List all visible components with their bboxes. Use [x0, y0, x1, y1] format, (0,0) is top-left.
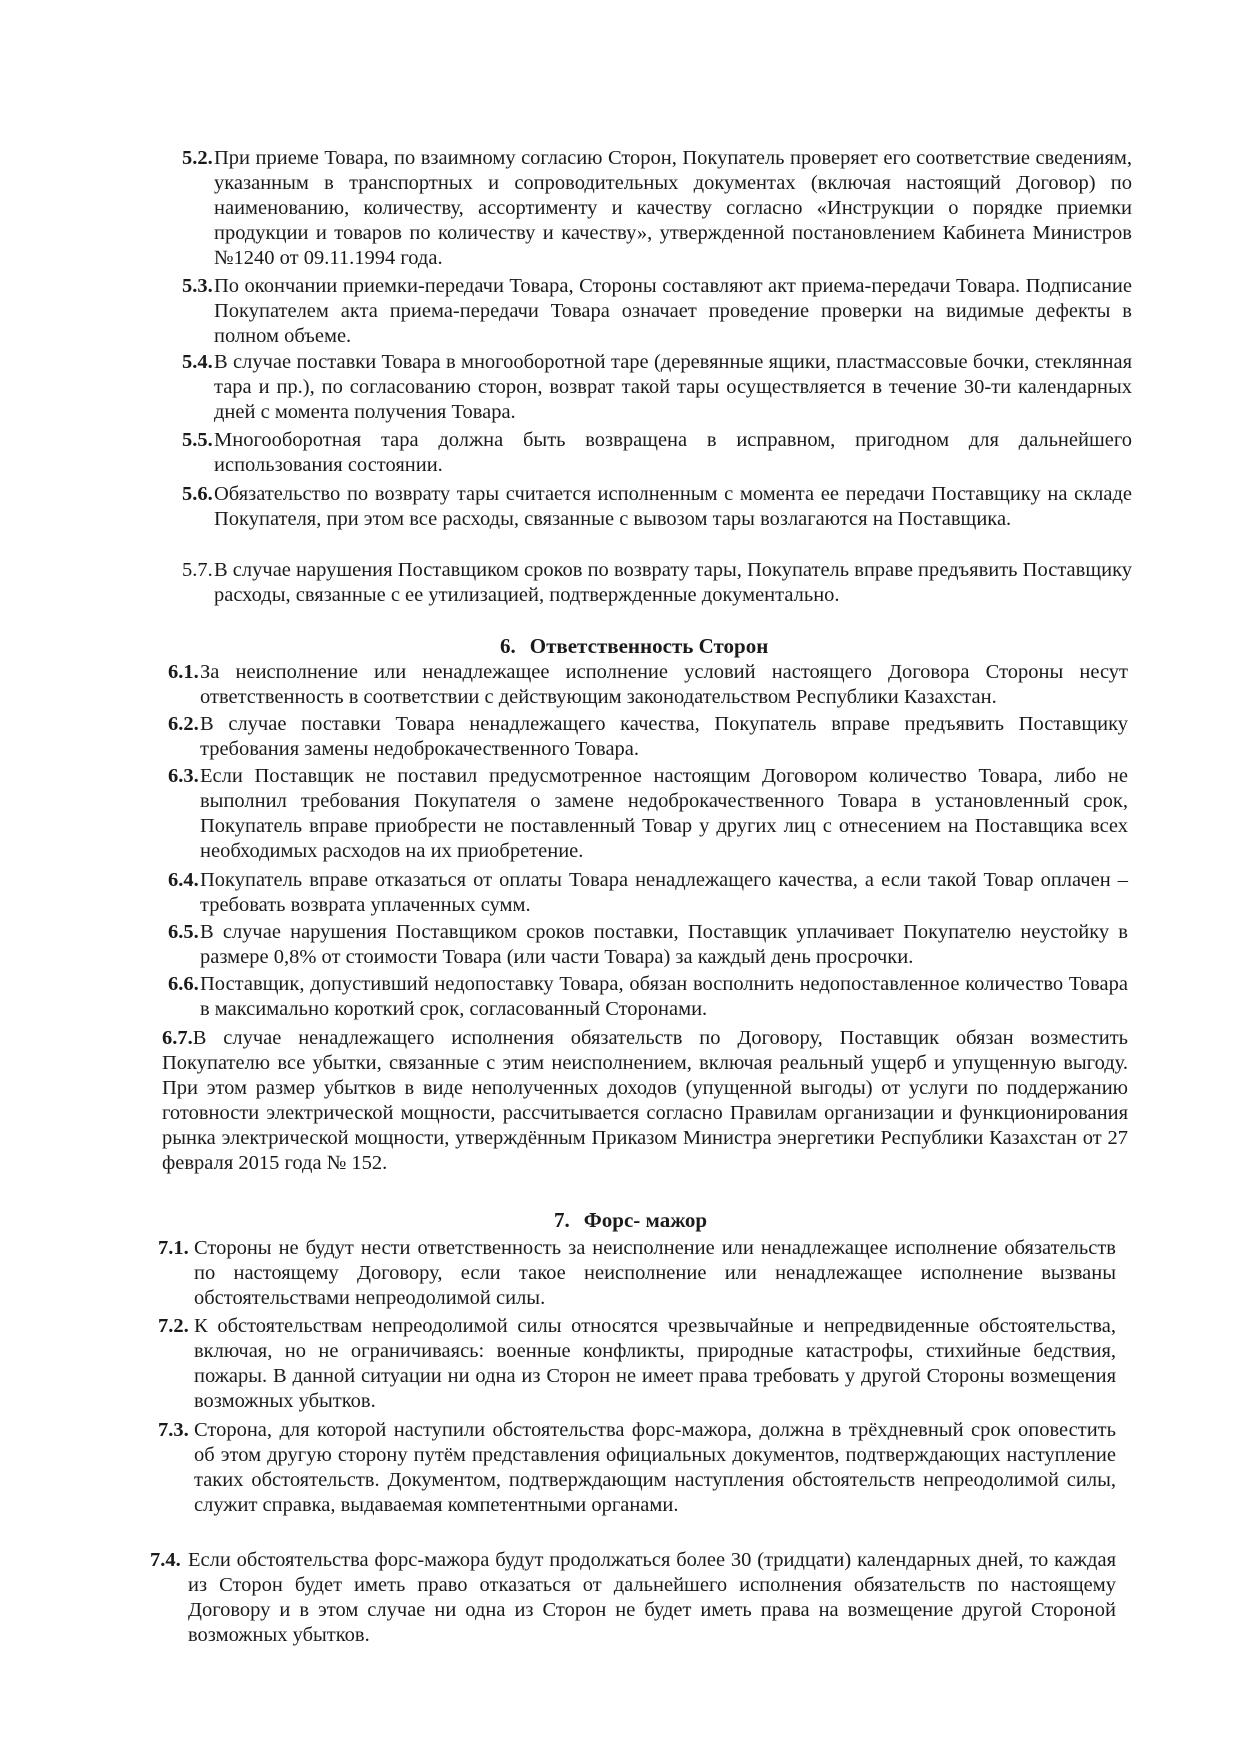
clause-number: 7.1.	[158, 1237, 189, 1259]
clause-text: В случае ненадлежащего исполнения обязательств по Договору, Поставщик обязан возместить Покупателю все убытки, связанные с этим неисполнением, включая реальный ущерб и упущенную выгоду. При этом размер убытков в виде неполученных доходов (упущенной выгоды) от услуги по поддержанию готовности электрической мощности, рассчитывается согласно Правилам организации и функционирования рынка электрической мощности, утверждённым Приказом Министра энергетики Республики Казахстан от 27 февраля 2015 года № 152.	[162, 1027, 1128, 1174]
clause-text: По окончании приемки-передачи Товара, Стороны составляют акт приема-передачи Товара. Подписание Покупателем акта приема-передачи Товара означает проведение проверки на видимые дефекты в полном объеме.	[214, 275, 1132, 347]
clause-7-4	[150, 1548, 1116, 1648]
clause-5-4	[182, 350, 1132, 425]
clause-number: 6.2.	[168, 713, 199, 735]
clause-6-2	[168, 712, 1128, 762]
clause-text: Если Поставщик не поставил предусмотренное настоящим Договором количество Товара, либо не выполнил требования Покупателя о замене недоброкачественного Товара в установленный срок, Покупатель вправе приобрести не поставленный Товар у других лиц с отнесением на Поставщика всех необходимых расходов на их приобретение.	[200, 765, 1128, 862]
clause-7-2	[158, 1314, 1116, 1414]
clause-6-1	[168, 660, 1128, 710]
clause-6-5	[168, 920, 1128, 970]
section-number: 7.	[554, 1208, 570, 1232]
clause-text: Стороны не будут нести ответственность за неисполнение или ненадлежащее исполнение обязательств по настоящему Договору, если такое неисполнение или ненадлежащее исполнение вызваны обстоятельствами непреодолимой силы.	[194, 1237, 1116, 1309]
clause-number: 6.7.	[162, 1027, 193, 1049]
clause-number: 5.5.	[182, 429, 213, 451]
clause-text: В случае нарушения Поставщиком сроков по возврату тары, Покупатель вправе предъявить Поставщику расходы, связанные с ее утилизацией, подтвержденные документально.	[214, 559, 1132, 606]
clause-text: Поставщик, допустивший недопоставку Товара, обязан восполнить недопоставленное количество Товара в максимально короткий срок, согласованный Сторонами.	[200, 973, 1128, 1020]
clause-number: 5.2.	[182, 147, 213, 169]
clause-number: 7.3.	[158, 1419, 189, 1441]
clause-5-2	[182, 146, 1132, 271]
clause-number: 7.4.	[150, 1549, 181, 1571]
clause-text: За неисполнение или ненадлежащее исполнение условий настоящего Договора Стороны несут ответственность в соответствии с действующим законодательством Республики Казахстан.	[200, 661, 1128, 708]
clause-number: 6.1.	[168, 661, 199, 683]
clause-text: Многооборотная тара должна быть возвращена в исправном, пригодном для дальнейшего использования состоянии.	[214, 429, 1132, 476]
clause-text: Обязательство по возврату тары считается исполненным с момента ее передачи Поставщику на складе Покупателя, при этом все расходы, связанные с вывозом тары возлагаются на Поставщика.	[214, 483, 1132, 530]
clause-number: 5.3.	[182, 275, 213, 297]
clause-7-3	[158, 1418, 1116, 1518]
clause-number: 6.3.	[168, 765, 199, 787]
clause-number: 5.7.	[182, 559, 213, 581]
clause-6-7	[162, 1026, 1128, 1176]
clause-6-3	[168, 764, 1128, 864]
section-number: 6.	[500, 634, 516, 658]
clause-number: 7.2.	[158, 1315, 189, 1337]
clause-text: В случае нарушения Поставщиком сроков поставки, Поставщик уплачивает Покупателю неустойку в размере 0,8% от стоимости Товара (или части Товара) за каждый день просрочки.	[200, 921, 1128, 968]
clause-number: 6.6.	[168, 973, 199, 995]
clause-number: 5.6.	[182, 483, 213, 505]
clause-5-6	[182, 482, 1132, 532]
clause-5-3	[182, 274, 1132, 349]
clause-text: Если обстоятельства форс-мажора будут продолжаться более 30 (тридцати) календарных дней, то каждая из Сторон будет иметь право отказаться от дальнейшего исполнения обязательств по настоящему Договору и в этом случае ни одна из Сторон не будет иметь права на возмещение другой Стороной возможных убытков.	[188, 1549, 1116, 1646]
section-heading	[554, 1208, 707, 1233]
clause-text: Покупатель вправе отказаться от оплаты Товара ненадлежащего качества, а если такой Товар оплачен – требовать возврата уплаченных сумм.	[200, 869, 1128, 916]
clause-text: В случае поставки Товара ненадлежащего качества, Покупатель вправе предъявить Поставщику требования замены недоброкачественного Товара.	[200, 713, 1128, 760]
clause-number: 6.5.	[168, 921, 199, 943]
clause-text: К обстоятельствам непреодолимой силы относятся чрезвычайные и непредвиденные обстоятельства, включая, но не ограничиваясь: военные конфликты, природные катастрофы, стихийные бедствия, пожары. В данной ситуации ни одна из Сторон не имеет права требовать у другой Стороны возмещения возможных убытков.	[194, 1315, 1116, 1412]
clause-text: Сторона, для которой наступили обстоятельства форс-мажора, должна в трёхдневный срок оповестить об этом другую сторону путём представления официальных документов, подтверждающих наступление таких обстоятельств. Документом, подтверждающим наступления обстоятельств непреодолимой силы, служит справка, выдаваемая компетентными органами.	[194, 1419, 1116, 1516]
clause-6-4	[168, 868, 1128, 918]
section-heading	[500, 634, 768, 659]
clause-5-5	[182, 428, 1132, 478]
clause-number: 5.4.	[182, 351, 213, 373]
clause-7-1	[158, 1236, 1116, 1311]
clause-number: 6.4.	[168, 869, 199, 891]
clause-6-6	[168, 972, 1128, 1022]
clause-5-7	[182, 558, 1132, 608]
section-title: Форс- мажор	[583, 1208, 708, 1232]
section-title: Ответственность Сторон	[529, 634, 769, 658]
clause-text: При приеме Товара, по взаимному согласию Сторон, Покупатель проверяет его соответствие сведениям, указанным в транспортных и сопроводительных документах (включая настоящий Договор) по наименованию, количеству, ассортименту и качеству согласно «Инструкции о порядке приемки продукции и товаров по количеству и качеству», утвержденной постановлением Кабинета Министров №1240 от 09.11.1994 года.	[214, 147, 1132, 269]
clause-text: В случае поставки Товара в многооборотной таре (деревянные ящики, пластмассовые бочки, стеклянная тара и пр.), по согласованию сторон, возврат такой тары осуществляется в течение 30-ти календарных дней с момента получения Товара.	[214, 351, 1132, 423]
